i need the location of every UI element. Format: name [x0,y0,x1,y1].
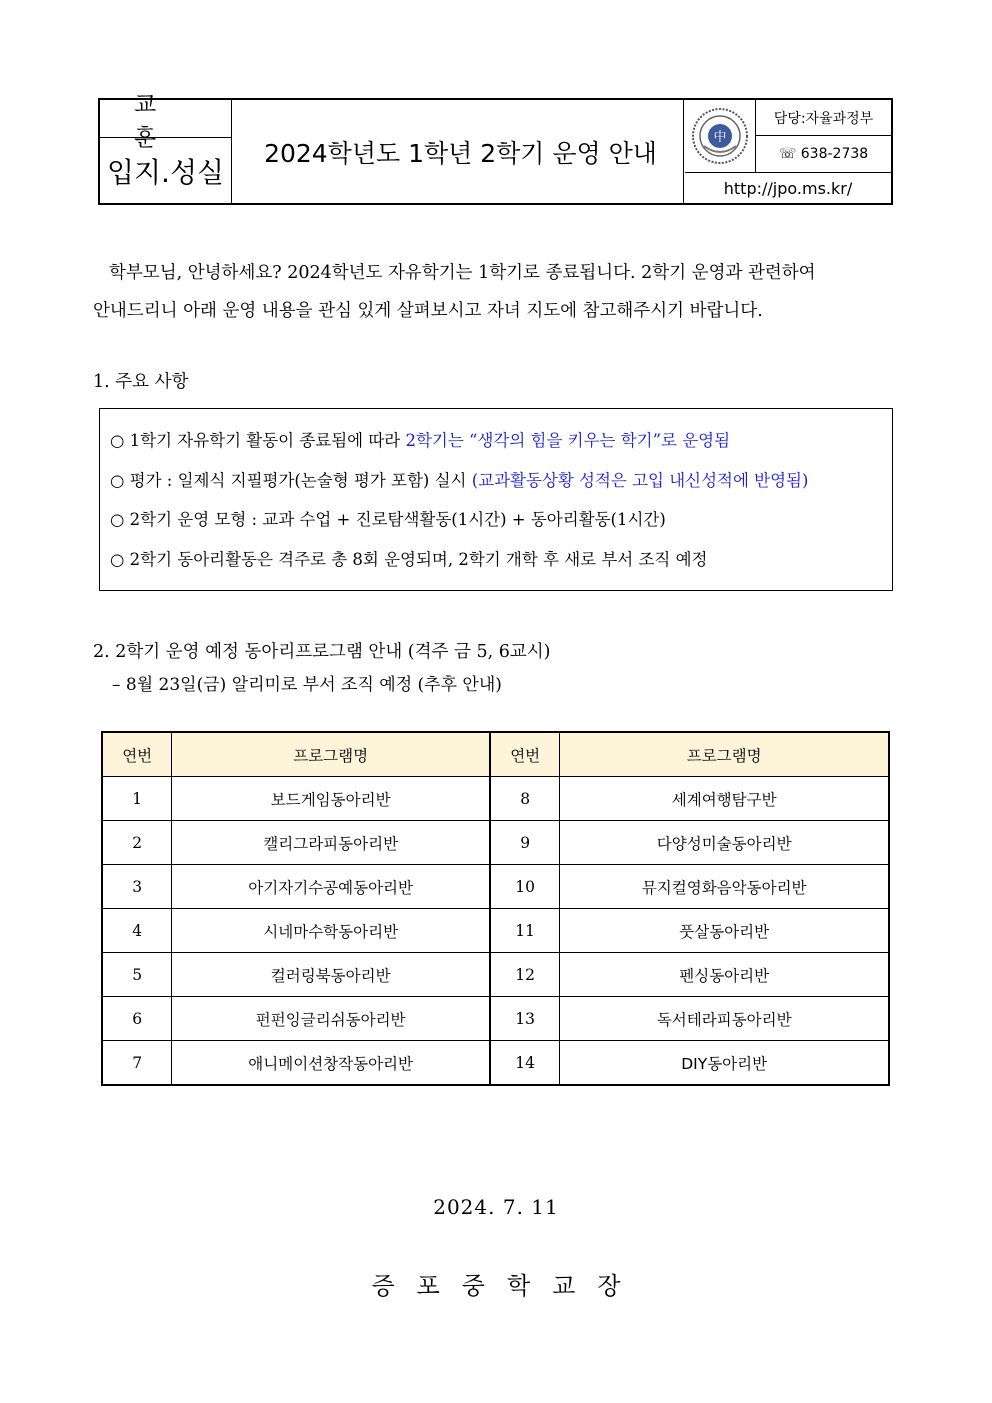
svg-text:中: 中 [713,130,727,145]
key-point-text: ○ 2학기 운영 모형 : 교과 수업 + 진로탐색활동(1시간) + 동아리활동(1시간) [110,510,666,529]
cell-program: 독서테라피동아리반 [560,997,889,1041]
table-row [102,1041,889,1086]
document-title: 2024학년도 1학년 2학기 운영 안내 [238,100,684,203]
key-point-1 [110,423,892,463]
cell-program: 보드게임동아리반 [172,777,490,821]
contact-info [756,100,891,172]
table-row [102,909,889,953]
cell-number: 10 [490,865,560,909]
school-motto [100,91,232,203]
cell-number: 6 [102,997,172,1041]
cell-number: 3 [102,865,172,909]
signer-name: 증포중학교장 [371,1272,643,1300]
key-points-box [99,408,893,591]
key-point-highlight: 2학기는 “생각의 힘을 키우는 학기”로 운영됨 [405,431,731,450]
cell-program: 다양성미술동아리반 [560,821,889,865]
header-number: 연번 [490,732,560,777]
motto-label: 교 훈 [100,100,231,138]
phone-number: ☏ 638-2738 [756,135,891,171]
cell-program: DIY동아리반 [560,1041,889,1086]
cell-program: 풋살동아리반 [560,909,889,953]
motto-value: 입지.성실 [106,155,225,189]
table-row [102,997,889,1041]
school-url-link[interactable]: http://jpo.ms.kr/ [685,172,891,204]
cell-number: 1 [102,777,172,821]
header-program: 프로그램명 [172,732,490,777]
key-point-highlight: (교과활동상황 성적은 고입 내신성적에 반영됨) [471,470,809,490]
header-number: 연번 [102,732,172,777]
document-date: 2024. 7. 11 [433,1195,559,1219]
table-row [102,953,889,997]
cell-program: 컬러링북동아리반 [172,953,490,997]
key-point-4 [110,542,892,582]
table-row [102,821,889,865]
cell-number: 5 [102,953,172,997]
intro-line-1: 학부모님, 안녕하세요? 2024학년도 자유학기는 1학기로 종료됩니다. 2학기 운영과 관련하여 [109,263,816,283]
cell-number: 13 [490,997,560,1041]
key-point-text: ○ 2학기 동아리활동은 격주로 총 8회 운영되며, 2학기 개학 후 새로 부서 조직 예정 [110,549,708,569]
document-header [98,91,893,205]
cell-program: 세계여행탐구반 [560,777,889,821]
key-point-3 [110,502,892,542]
cell-program: 펜싱동아리반 [560,953,889,997]
section2-note: – 8월 23일(금) 알리미로 부서 조직 예정 (추후 안내) [112,675,502,695]
cell-program: 캘리그라피동아리반 [172,821,490,865]
intro-line-2: 안내드리니 아래 운영 내용을 관심 있게 살펴보시고 자녀 지도에 참고해주시기 바랍니다. [93,301,763,321]
cell-number: 9 [490,821,560,865]
key-point-text: ○ 평가 : 일제식 지필평가(논술형 평가 포함) 실시 [110,470,472,490]
cell-number: 7 [102,1041,172,1086]
section2-title: 2. 2학기 운영 예정 동아리프로그램 안내 (격주 금 5, 6교시) [93,642,551,662]
section1-title: 1. 주요 사항 [93,372,189,392]
table-row [102,865,889,909]
table-row [102,777,889,821]
cell-number: 11 [490,909,560,953]
cell-number: 8 [490,777,560,821]
key-point-2 [110,463,892,503]
cell-number: 4 [102,909,172,953]
header-program: 프로그램명 [560,732,889,777]
cell-program: 애니메이션창작동아리반 [172,1041,490,1086]
table-header-row [102,732,889,777]
intro-paragraph [93,254,893,330]
program-table [101,731,890,1086]
department-label: 담당:자율과정부 [773,110,874,127]
cell-number: 12 [490,953,560,997]
cell-number: 2 [102,821,172,865]
cell-program: 시네마수학동아리반 [172,909,490,953]
cell-number: 14 [490,1041,560,1086]
school-emblem-icon [685,100,756,172]
cell-program: 뮤지컬영화음악동아리반 [560,865,889,909]
cell-program: 아기자기수공예동아리반 [172,865,490,909]
key-point-text: ○ 1학기 자유학기 활동이 종료됨에 따라 [110,431,406,450]
cell-program: 펀펀잉글리쉬동아리반 [172,997,490,1041]
